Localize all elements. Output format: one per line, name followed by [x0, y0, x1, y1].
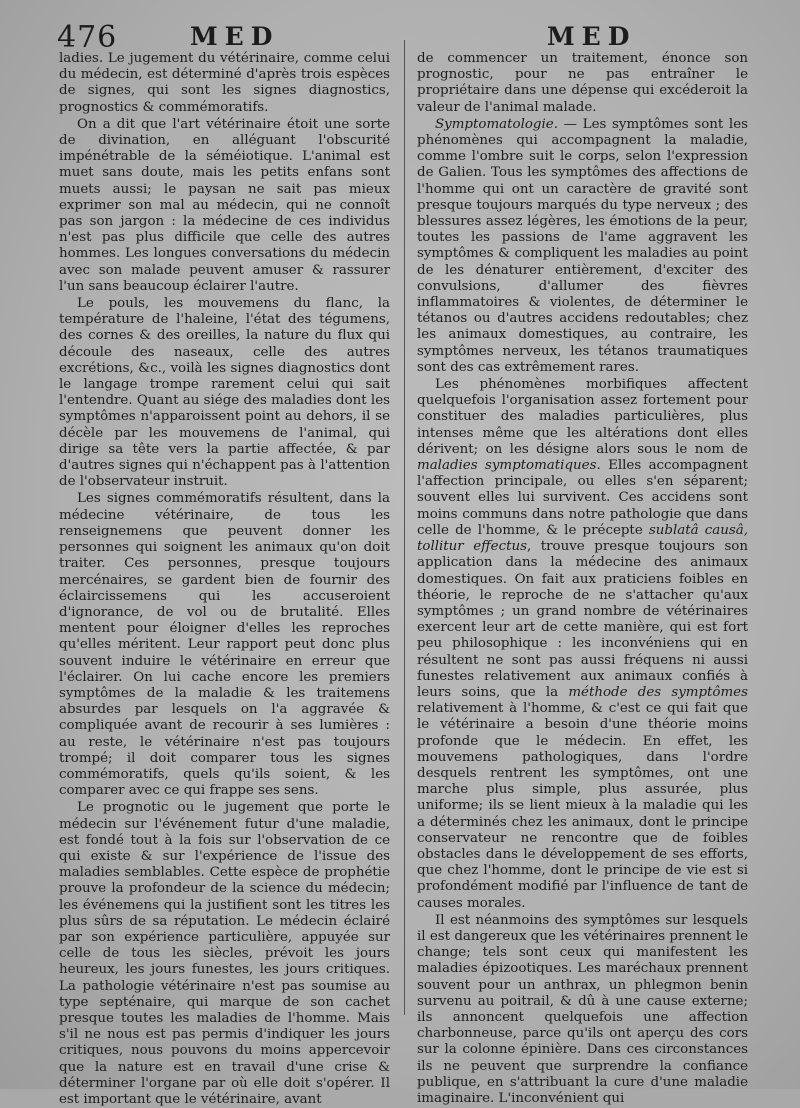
paragraph	[417, 377, 748, 912]
paragraph-text: . Elles accompagnent l'affection principale, ou elles s'en séparent; souvent elles lui survivent. Ces accidens sont moins communs dans notre pathologie que dans celle de l'homme, & le précepte	[417, 458, 748, 538]
paragraph: de commencer un traitement, énonce son prognostic, pour ne pas entraîner le propriétaire dans une dépense qui excéderoit la valeur de l'animal malade.	[417, 51, 748, 115]
running-head-right: MED	[547, 22, 637, 51]
left-column	[59, 51, 390, 1108]
italic-term: méthode des symptômes	[568, 684, 748, 700]
running-head-left: MED	[190, 22, 280, 51]
paragraph: On a dit que l'art vétérinaire étoit une sorte de divination, en alléguant l'obscurité impénétrable de la séméiotique. L'animal est muet sans doute, mais les petits enfans sont muets aussi; le paysan ne sait pas mieux exprimer son mal au médecin, qui ne connoît pas son jargon : la médecine de ces individus n'est pas plus difficile que celle des autres hommes. Les longues conversations du médecin avec son malade peuvent amuser & rassurer l'un sans beaucoup éclairer l'autre.	[59, 116, 390, 294]
paragraph-text: relativement à l'homme, & c'est ce qui fait que le vétérinaire a besoin d'une théorie moins profonde que le médecin. En effet, les mouvemens pathologiques, dans l'ordre desquels rentrent les symptômes, ont une marche plus simple, plus assurée, plus uniforme; ils se lient mieux à la maladie qui les a déterminés chez les animaux, dont le principe conservateur ne rencontre que de foibles obstacles dans le développement de ses efforts, que chez l'homme, dont le principe de vie est si profondément modifié par l'influence de tant de causes morales.	[417, 701, 748, 911]
paragraph: ladies. Le jugement du vétérinaire, comme celui du médecin, est déterminé d'après trois espèces de signes, qui sont les signes diagnostics, prognostics & commémoratifs.	[59, 51, 390, 115]
paragraph: Le pouls, les mouvemens du flanc, la température de l'haleine, l'état des tégumens, des cornes & des oreilles, la nature du flux qui découle des naseaux, celle des autres excrétions, &c., voilà les signes diagnostics dont le langage trompe rarement celui qui sait l'entendre. Quant au siége des maladies dont les symptômes n'apparoissent point au dehors, il se décèle par les mouvemens de l'animal, qui dirige sa tête vers la partie affectée, & par d'autres signes qui n'échappent pas à l'attention de l'observateur instruit.	[59, 296, 390, 490]
column-divider	[404, 40, 405, 1015]
paragraph-text: Les phénomènes morbifiques affectent quelquefois l'organisation assez fortement pour constituer des maladies particulières, plus intenses même que les altérations dont elles dérivent; on les désigne alors sous le nom de	[417, 377, 748, 457]
right-column	[417, 51, 748, 1107]
paragraph: Le prognotic ou le jugement que porte le médecin sur l'événement futur d'une maladie, est fondé tout à la fois sur l'observation de ce qui existe & sur l'expérience de l'issue des maladies semblables. Cette espèce de prophétie prouve la profondeur de la science du médecin; les événemens qui la justifient sont les titres les plus sûrs de sa réputation. Le médecin éclairé par son expérience particulière, appuyée sur celle de tous les siècles, prévoit les jours heureux, les jours funestes, les jours critiques. La pathologie vétérinaire n'est pas soumise au type septénaire, qui marque de son cachet presque toutes les maladies de l'homme. Mais s'il ne nous est pas permis d'indiquer les jours critiques, nous pouvons du moins appercevoir que la nature est en travail d'une crise & déterminer l'organe par où elle doit s'opérer. Il est important que le vétérinaire, avant	[59, 800, 390, 1107]
italic-term: sublatâ causâ, tollitur effectus	[417, 522, 748, 555]
paragraph: Les signes commémoratifs résultent, dans la médecine vétérinaire, de tous les renseignemens que peuvent donner les personnes qui soignent les animaux qu'on doit traiter. Ces personnes, presque toujours mercénaires, se gardent bien de fournir des éclaircissemens qui les accuseroient d'ignorance, de vol ou de brutalité. Elles mentent pour éloigner d'elles les reproches qu'elles méritent. Leur rapport peut donc plus souvent induire le vétérinaire en erreur que l'éclairer. On lui cache encore les premiers symptômes de la maladie & les traitemens absurdes par lesquels on l'a aggravée & compliquée avant de recourir à ses lumières : au reste, le vétérinaire n'est pas toujours trompé; il doit comparer tous les signes commémoratifs, quels qu'ils soient, & les comparer avec ce qui frappe ses sens.	[59, 491, 390, 799]
italic-term: maladies symptomatiques	[417, 458, 597, 474]
paragraph	[417, 117, 748, 376]
page-number: 476	[57, 20, 118, 55]
paragraph-text: , trouve presque toujours son application dans la médecine des animaux domestiques. On fait aux praticiens foibles en théorie, le reproche de ne s'attacher qu'aux symptômes ; un grand nombre de vétérinaires exercent leur art de cette manière, qui est fort peu philosophique : les inconvéniens qui en résultent ne sont pas aussi fréquens ni aussi funestes relativement aux animaux confiés à leurs soins, que la	[417, 539, 748, 700]
paragraph-text: — Les symptômes sont les phénomènes qui accompagnent la maladie, comme l'ombre suit le corps, selon l'expression de Galien. Tous les symptômes des affections de l'homme qui ont un caractère de gravité sont presque toujours marqués du type nerveux ; des blessures assez légères, les émotions de la peur, toutes les passions de l'ame aggravent les symptômes & compliquent les maladies au point de les dénaturer entièrement, d'exciter des convulsions, d'allumer des fièvres inflammatoires & violentes, de déterminer le tétanos ou d'autres accidens redoutables; chez les animaux domestiques, au contraire, les symptômes nerveux, les tétanos traumatiques sont des cas extrêmement rares.	[417, 116, 748, 375]
paragraph: Il est néanmoins des symptômes sur lesquels il est dangereux que les vétérinaires prennent le change; tels sont ceux qui manifestent les maladies épizootiques. Les maréchaux prennent souvent pour un anthrax, un phlegmon benin survenu au poitrail, & dû à une cause externe; ils annoncent quelquefois une affection charbonneuse, parce qu'ils ont aperçu des cors sur la colonne épinière. Dans ces circonstances ils ne peuvent que surprendre la confiance publique, en s'attribuant la cure d'une maladie imaginaire. L'inconvénient qui	[417, 912, 748, 1106]
section-heading: Symptomatologie.	[435, 116, 558, 132]
